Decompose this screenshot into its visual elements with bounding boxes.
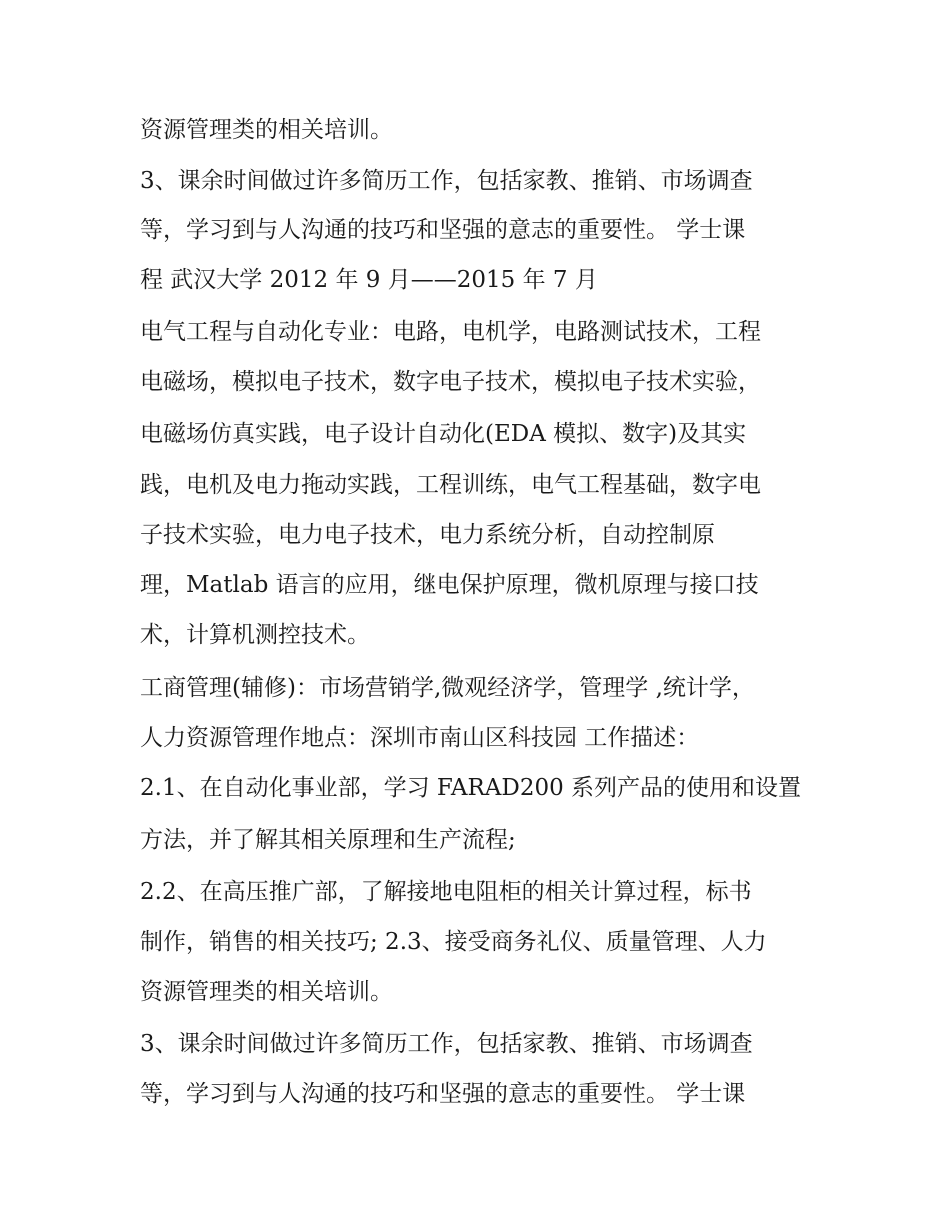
text-line: 术，计算机测控技术。 — [140, 622, 370, 648]
text-line: 3、课余时间做过许多简历工作，包括家教、推销、市场调查 — [140, 168, 753, 194]
text-line: 3、课余时间做过许多简历工作，包括家教、推销、市场调查 — [140, 1031, 753, 1057]
text-line: 方法，并了解其相关原理和生产流程; — [140, 827, 516, 853]
text-line: 践，电机及电力拖动实践，工程训练，电气工程基础，数字电 — [140, 472, 761, 498]
text-line: 等，学习到与人沟通的技巧和坚强的意志的重要性。 学士课 — [140, 1081, 746, 1107]
text-line: 2.1、在自动化事业部，学习 FARAD200 系列产品的使用和设置 — [140, 775, 802, 801]
text-line: 工商管理(辅修)：市场营销学,微观经济学，管理学 ,统计学， — [140, 675, 755, 701]
text-line: 理，Matlab 语言的应用，继电保护原理，微机原理与接口技 — [140, 572, 759, 598]
text-line: 人力资源管理作地点：深圳市南山区科技园 工作描述： — [140, 725, 700, 751]
text-line: 资源管理类的相关培训。 — [140, 117, 393, 143]
text-line: 电气工程与自动化专业：电路，电机学，电路测试技术，工程 — [140, 319, 761, 345]
text-line: 程 武汉大学 2012 年 9 月——2015 年 7 月 — [140, 267, 598, 293]
text-line: 电磁场仿真实践，电子设计自动化(EDA 模拟、数字)及其实 — [140, 421, 747, 447]
text-line: 子技术实验，电力电子技术，电力系统分析，自动控制原 — [140, 522, 715, 548]
text-line: 资源管理类的相关培训。 — [140, 979, 393, 1005]
text-line: 2.2、在高压推广部，了解接地电阻柜的相关计算过程，标书 — [140, 879, 752, 905]
text-line: 等，学习到与人沟通的技巧和坚强的意志的重要性。 学士课 — [140, 217, 746, 243]
text-line: 制作，销售的相关技巧; 2.3、接受商务礼仪、质量管理、人力 — [140, 929, 767, 955]
text-line: 电磁场，模拟电子技术，数字电子技术，模拟电子技术实验， — [140, 369, 761, 395]
